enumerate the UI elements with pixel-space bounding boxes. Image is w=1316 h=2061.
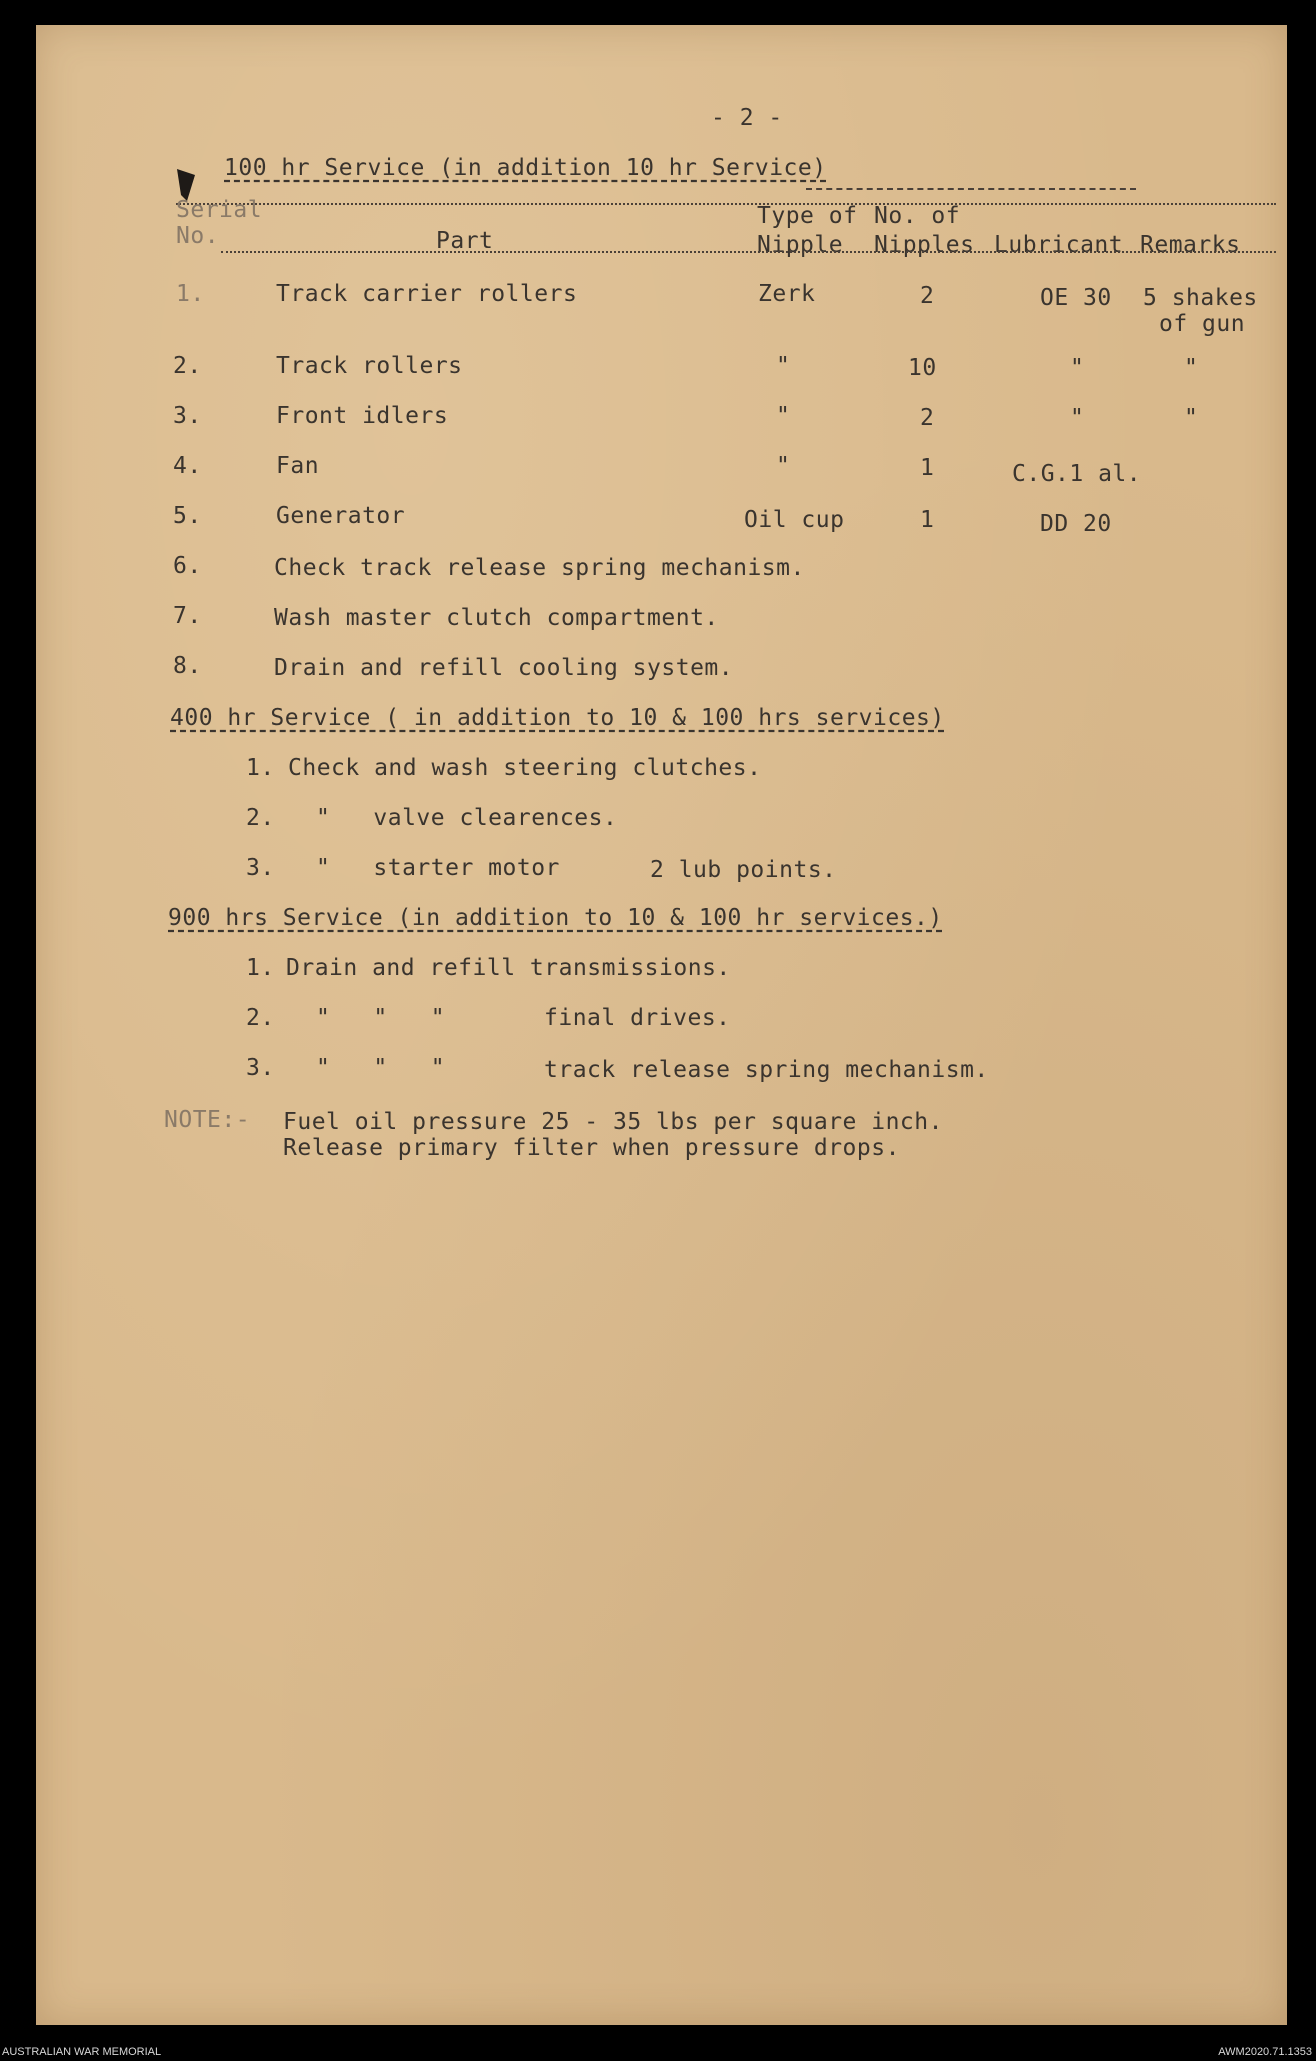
row-5-type: Oil cup [744, 507, 845, 533]
footer-right: AWM2020.71.1353 [1218, 2046, 1312, 2058]
header-rule-top [176, 203, 1276, 205]
row-1-no: 1. [176, 281, 205, 307]
section-title-400hr: 400 hr Service ( in addition to 10 & 100 hrs services) [170, 705, 945, 731]
note-line-1: Fuel oil pressure 25 - 35 lbs per square inch. [283, 1109, 943, 1135]
col-header-serial: Serial [176, 197, 263, 223]
check-7-no: 7. [173, 603, 202, 629]
row-4-count: 1 [920, 455, 935, 481]
s900-3-no: 3. [246, 1055, 275, 1081]
row-3-count: 2 [920, 405, 935, 431]
s400-1-no: 1. [246, 755, 275, 781]
row-5-part: Generator [276, 503, 406, 529]
row-1-part: Track carrier rollers [276, 281, 578, 307]
row-5-count: 1 [920, 507, 935, 533]
row-1-lubricant: OE 30 [1040, 285, 1112, 311]
note-label: NOTE:- [164, 1107, 251, 1133]
row-3-part: Front idlers [276, 403, 449, 429]
row-5-lubricant: DD 20 [1040, 511, 1112, 537]
s900-1-text: Drain and refill transmissions. [286, 955, 731, 981]
s900-2-no: 2. [246, 1005, 275, 1031]
title-rule [806, 188, 1136, 190]
section-title-100hr: 100 hr Service (in addition 10 hr Service) [224, 155, 827, 181]
s900-2-text: final drives. [544, 1005, 731, 1031]
row-2-count: 10 [908, 355, 937, 381]
s900-3-ditto: " " " [316, 1055, 446, 1081]
col-header-serial-no: No. [176, 223, 220, 249]
row-2-type: " [776, 353, 791, 379]
col-header-lubricant: Lubricant [994, 232, 1124, 258]
row-1-remarks: 5 shakes [1143, 285, 1258, 311]
row-4-type: " [776, 453, 791, 479]
footer-left: AUSTRALIAN WAR MEMORIAL [2, 2046, 162, 2058]
row-1-remarks-2: of gun [1159, 311, 1246, 337]
row-2-remarks: " [1184, 355, 1199, 381]
col-header-part: Part [436, 228, 494, 254]
row-4-part: Fan [276, 453, 320, 479]
col-header-type-a: Type of [757, 203, 858, 229]
row-2-no: 2. [173, 353, 202, 379]
s900-2-ditto: " " " [316, 1005, 446, 1031]
row-2-part: Track rollers [276, 353, 463, 379]
row-4-no: 4. [173, 453, 202, 479]
row-3-type: " [776, 403, 791, 429]
row-4-lubricant: C.G.1 al. [1012, 461, 1142, 487]
row-5-no: 5. [173, 503, 202, 529]
col-header-remarks: Remarks [1140, 232, 1241, 258]
row-3-lubricant: " [1070, 405, 1085, 431]
check-8-no: 8. [173, 653, 202, 679]
page-number: - 2 - [711, 105, 783, 131]
s400-3-text: " starter motor [316, 855, 560, 881]
s900-1-no: 1. [246, 955, 275, 981]
check-8-text: Drain and refill cooling system. [274, 655, 734, 681]
s900-3-text: track release spring mechanism. [544, 1057, 989, 1083]
section-title-900hr: 900 hrs Service (in addition to 10 & 100 hr services.) [168, 905, 943, 931]
s400-2-no: 2. [246, 805, 275, 831]
s400-3-extra: 2 lub points. [650, 857, 837, 883]
col-header-no-a: No. of [874, 203, 961, 229]
row-3-no: 3. [173, 403, 202, 429]
col-header-type-b: Nipple [757, 232, 844, 258]
s400-3-no: 3. [246, 855, 275, 881]
row-2-lubricant: " [1070, 355, 1085, 381]
check-7-text: Wash master clutch compartment. [274, 605, 719, 631]
check-6-no: 6. [173, 553, 202, 579]
row-3-remarks: " [1184, 405, 1199, 431]
row-1-type: Zerk [758, 281, 816, 307]
check-6-text: Check track release spring mechanism. [274, 555, 805, 581]
col-header-no-b: Nipples [874, 232, 975, 258]
row-1-count: 2 [920, 283, 935, 309]
document-page [36, 25, 1287, 2025]
s400-2-text: " valve clearences. [316, 805, 618, 831]
s400-1-text: Check and wash steering clutches. [288, 755, 762, 781]
header-rule-bottom [221, 251, 1276, 253]
note-line-2: Release primary filter when pressure drops. [283, 1135, 900, 1161]
